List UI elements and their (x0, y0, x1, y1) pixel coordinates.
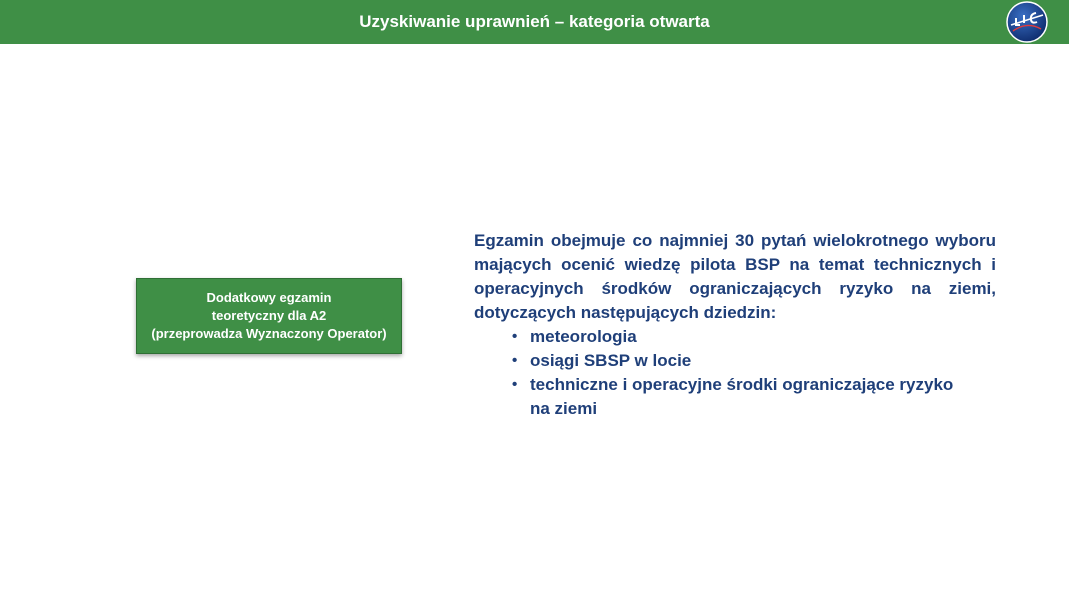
topic-label: osiągi SBSP w locie (530, 351, 692, 370)
ulc-logo-icon (1005, 1, 1049, 43)
topic-list (474, 325, 996, 421)
bullet-icon: • (512, 376, 518, 393)
topic-label: meteorologia (530, 327, 637, 346)
list-item (512, 349, 960, 373)
list-item (512, 373, 960, 421)
bullet-icon: • (512, 328, 518, 345)
list-item (512, 325, 960, 349)
description-paragraph: Egzamin obejmuje co najmniej 30 pytań wielokrotnego wyboru mających ocenić wiedzę pilota BSP na temat technicznych i operacyjnych środków ograniczających ryzyko na ziemi, dotyczących następujących dziedzin: (474, 231, 996, 322)
bullet-icon: • (512, 352, 518, 369)
exam-description (474, 229, 996, 421)
exam-box (136, 278, 402, 354)
exam-box-line-3: (przeprowadza Wyznaczony Operator) (151, 326, 387, 341)
exam-box-line-1: Dodatkowy egzamin (206, 290, 332, 305)
slide-title: Uzyskiwanie uprawnień – kategoria otwarta (359, 12, 710, 31)
exam-box-line-2: teoretyczny dla A2 (211, 308, 327, 323)
topic-label: techniczne i operacyjne środki ograniczające ryzyko na ziemi (530, 375, 954, 418)
